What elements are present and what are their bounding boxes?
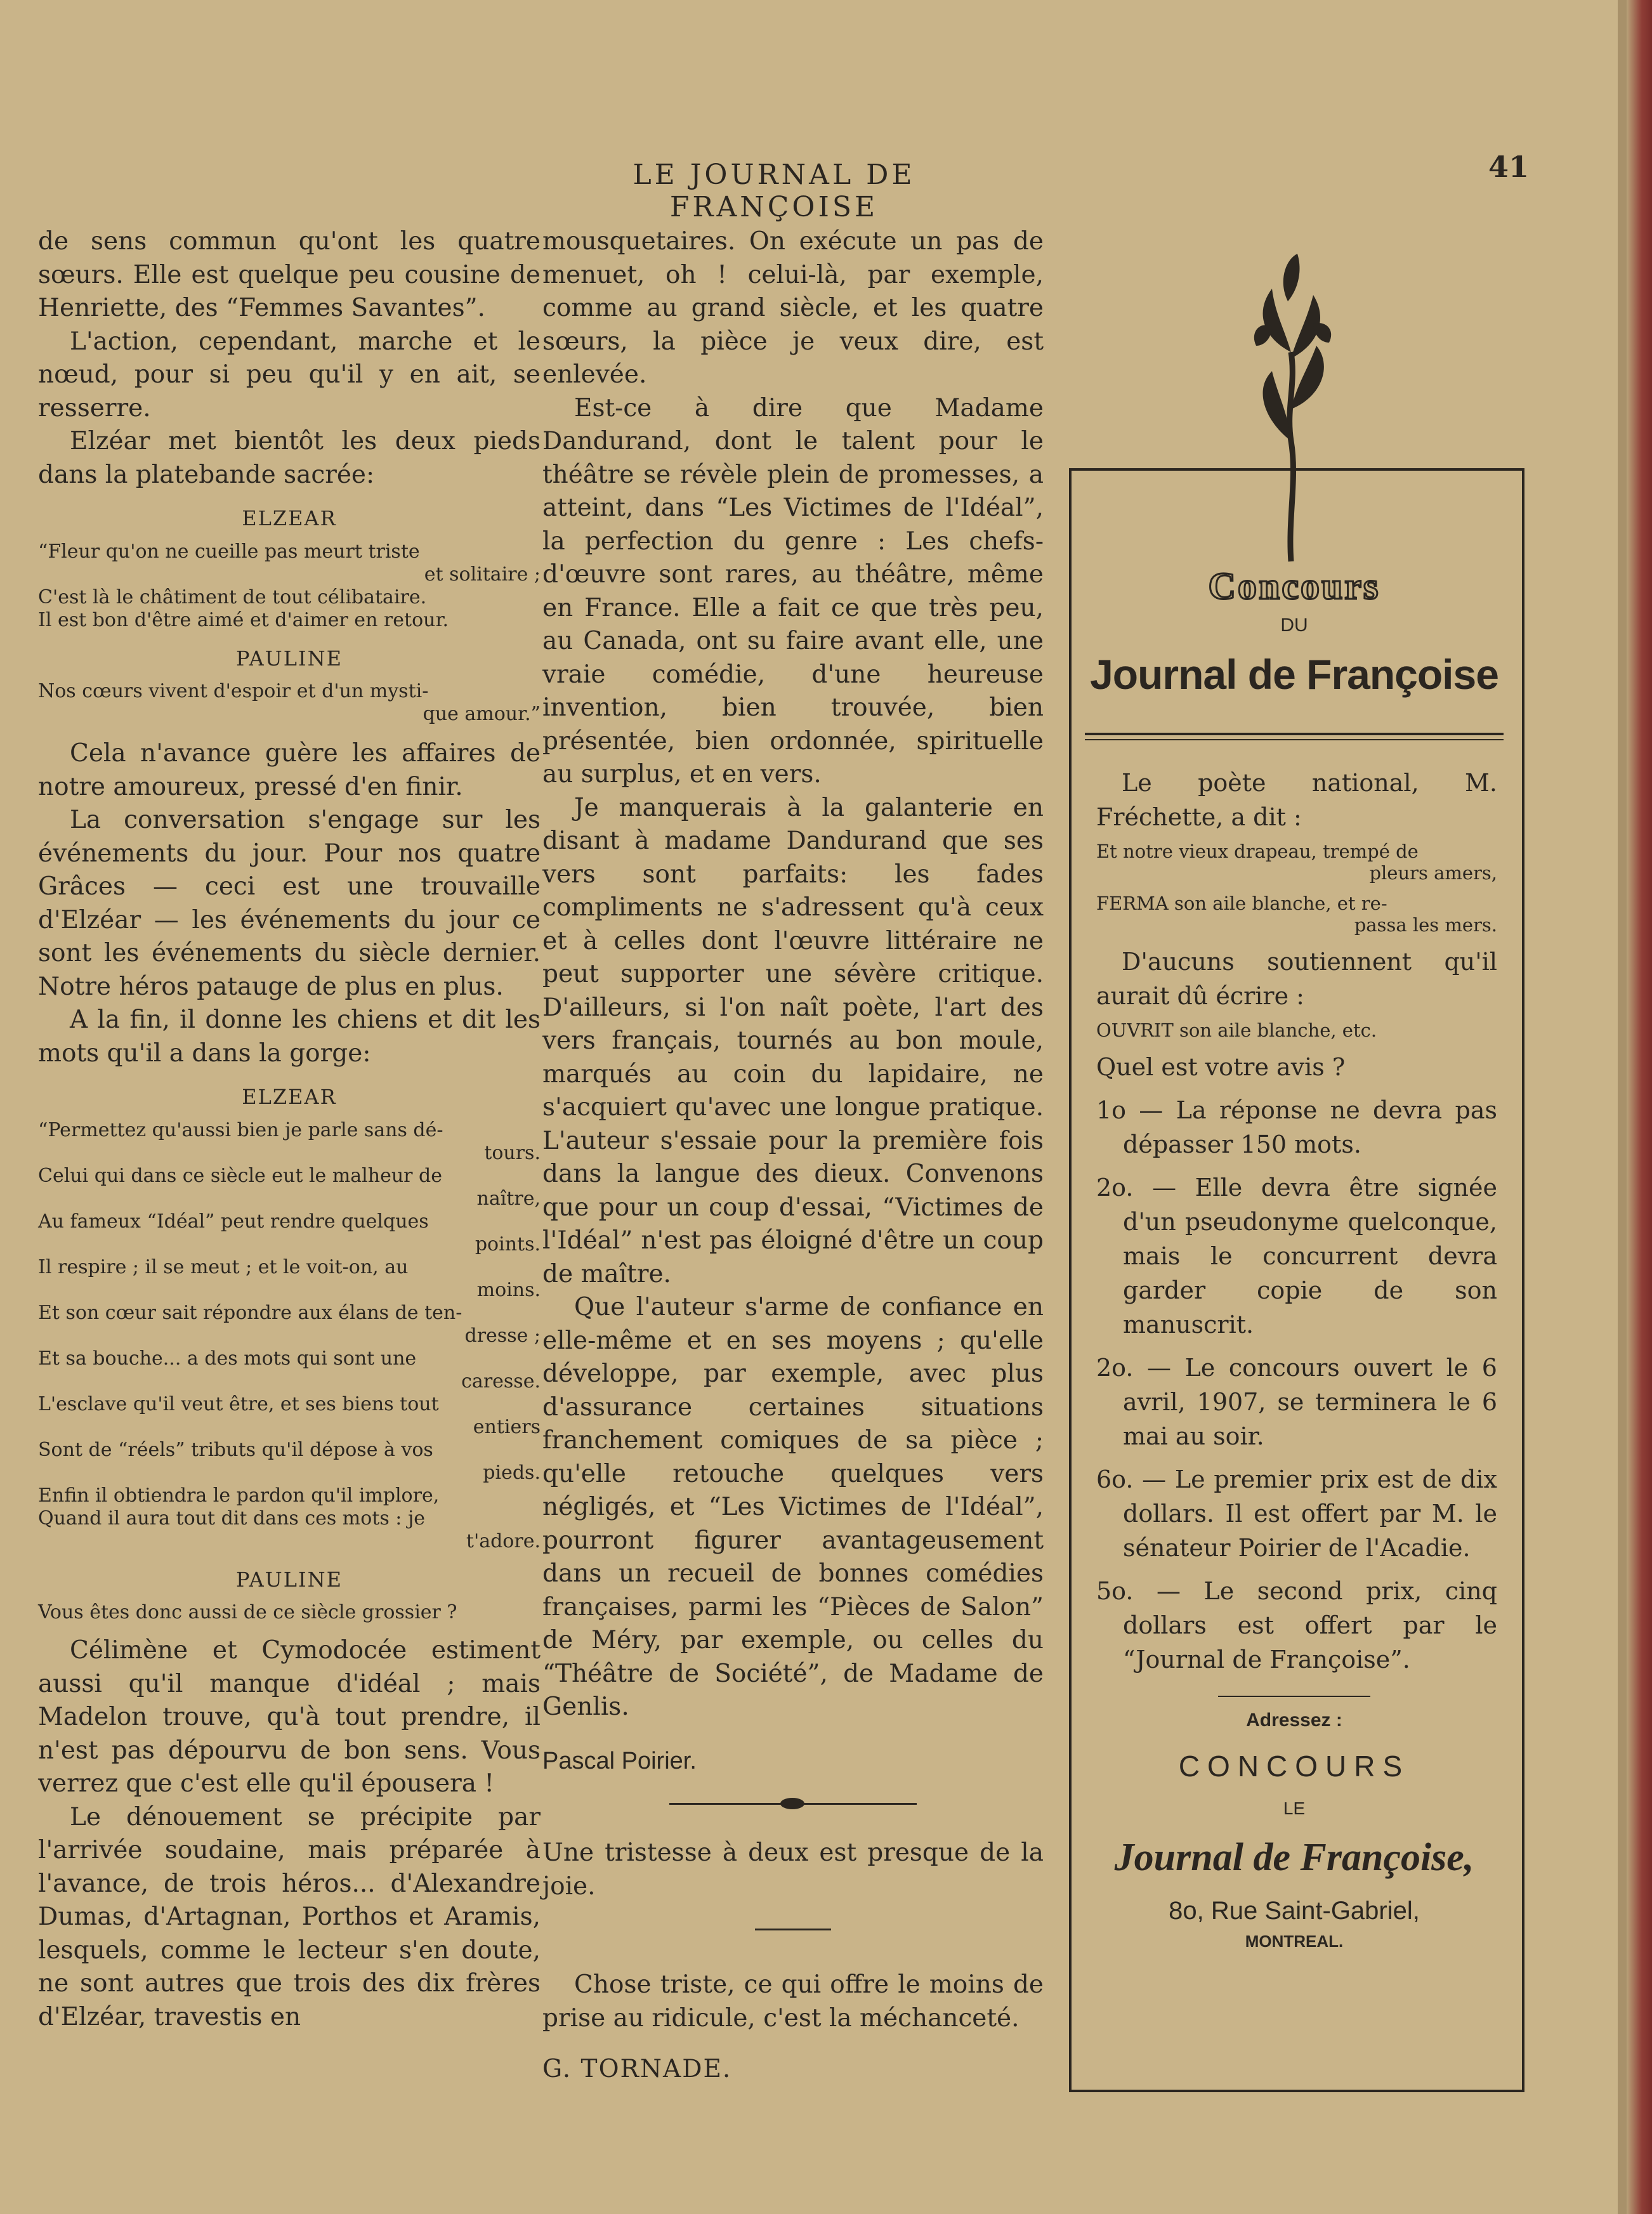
address-concours: CONCOURS: [1178, 1750, 1410, 1783]
paragraph: Le dénouement se précipite par l'arrivée soudaine, mais préparée à l'avance, de trois héros... d'Alexandre Dumas, d'Artagnan, Porthos et Aramis, lesquels, comme le lecteur s'en doute, ne sont autres que trois des dix frères d'Elzéar, travestis en: [38, 1802, 541, 2031]
contest-du: DU: [1280, 615, 1308, 636]
running-head: LE JOURNAL DE FRANÇOISE: [633, 159, 915, 223]
street-address: 8o, Rue Saint-Gabriel,: [1169, 1897, 1420, 1925]
paragraph: Que l'auteur s'arme de confiance en elle-même et en ses moyens ; qu'elle développe, par exemple, avec plus d'assurance certaines situations franchement comiques de sa pièce ; qu'elle retouche quelques vers négligés, et “Les Victimes de l'Idéal”, pourront figurer avantageusement dans un recueil de bonnes comédies françaises, parmi les “Pièces de Salon” de Méry, par exemple, ou celles du “Théâtre de Société”, de Madame de Genlis.: [542, 1293, 1044, 1721]
signature: G. TORNADE.: [542, 2055, 732, 2083]
contest-rule: 2o. — Elle devra être signée d'un pseudonyme quelconque, mais le concurrent devra garder copie de son manuscrit.: [1096, 1174, 1497, 1339]
divider-rule: [1218, 1696, 1370, 1697]
contest-rule: 6o. — Le premier prix est de dix dollars. Il est offert par M. le sénateur Poirier de l'Acadie.: [1096, 1465, 1497, 1562]
ornamental-divider: [669, 1803, 917, 1805]
flower-ornament-icon: [1228, 251, 1354, 568]
contest-intro: Le poète national, M. Fréchette, a dit :: [1096, 769, 1497, 831]
paragraph: Célimène et Cymodocée estiment aussi qu'il manque d'idéal ; mais Madelon trouve, qu'à tout prendre, il n'est pas dépourvu de bon sens. Vous verrez que c'est elle qu'il épousera !: [38, 1636, 541, 1798]
contest-advertisement: [1078, 565, 1510, 1951]
verse-line: L'esclave qu'il veut être, et ses biens tout entiers: [38, 1392, 541, 1438]
verse-line: Et son cœur sait répondre aux élans de ten- dresse ;: [38, 1301, 541, 1347]
contest-alt: D'aucuns soutiennent qu'il aurait dû écrire :: [1096, 948, 1497, 1010]
address-label: Adressez :: [1246, 1710, 1342, 1731]
speaker-name: ELZEAR: [242, 1085, 337, 1109]
verse-line: Nos cœurs vivent d'espoir et d'un mysti- que amour.”: [38, 680, 541, 725]
contest-journal-name: Journal de Françoise: [1090, 651, 1498, 698]
maxim: Chose triste, ce qui offre le moins de prise au ridicule, c'est la méchanceté.: [542, 1970, 1044, 2033]
page-number: 41: [1488, 150, 1530, 184]
city: MONTREAL.: [1245, 1932, 1344, 1951]
verse-line: Quand il aura tout dit dans ces mots : je t'adore.: [38, 1507, 541, 1552]
verse-line: “Permettez qu'aussi bien je parle sans dé- tours.: [38, 1118, 541, 1164]
paragraph: A la fin, il donne les chiens et dit les mots qu'il a dans la gorge:: [38, 1005, 541, 1068]
book-binding: [1627, 0, 1652, 2214]
verse-line: Celui qui dans ce siècle eut le malheur de naître,: [38, 1164, 541, 1210]
column-left: [38, 225, 541, 2034]
paragraph: Est-ce à dire que Madame Dandurand, dont le talent pour le théâtre se révèle plein de promesses, a atteint, dans “Les Victimes de l'Idéal”, la perfection du genre : Les chefs-d'œuvre sont rares, au théâtre, même en France. Elle a fait ce que très peu, au Canada, ont su faire avant elle, une vraie comédie, d'une heureuse invention, bien trouvée, bien présentée, bien ordonnée, spirituelle au surplus, et en vers.: [542, 393, 1044, 789]
speaker-name: PAULINE: [236, 646, 343, 671]
address-le: LE: [1283, 1798, 1306, 1818]
double-rule: [1085, 733, 1504, 740]
contest-rule: 1o — La réponse ne devra pas dépasser 150 mots.: [1096, 1096, 1497, 1158]
paragraph: L'action, cependant, marche et le nœud, pour si peu qu'il y en ait, se resserre.: [38, 327, 541, 422]
verse-line: Au fameux “Idéal” peut rendre quelques points.: [38, 1210, 541, 1255]
verse-line: “Fleur qu'on ne cueille pas meurt triste et solitaire ;: [38, 540, 541, 586]
speaker-name: PAULINE: [236, 1567, 343, 1592]
paragraph: Elzéar met bientôt les deux pieds dans la platebande sacrée:: [38, 427, 541, 489]
quoted-verse: FERMA son aile blanche, et re- passa les mers.: [1096, 893, 1497, 936]
contest-title: Concours: [1208, 565, 1380, 607]
divider-rule: [755, 1929, 831, 1930]
page-edge: [1618, 0, 1627, 2214]
maxim: Une tristesse à deux est presque de la joie.: [542, 1838, 1044, 1901]
quoted-verse: OUVRIT son aile blanche, etc.: [1096, 1019, 1377, 1041]
paragraph: La conversation s'engage sur les événements du jour. Pour nos quatre Grâces — ceci est une trouvaille d'Elzéar — les événements du jour ce sont les événements du siècle dernier. Notre héros patauge de plus en plus.: [38, 806, 541, 1001]
verse-line: Il respire ; il se meut ; et le voit-on, au moins.: [38, 1255, 541, 1301]
paragraph: mousquetaires. On exécute un pas de menuet, oh ! celui-là, par exemple, comme au grand siècle, et les quatre sœurs, la pièce je veux dire, est enlevée.: [542, 227, 1044, 389]
verse-line: C'est là le châtiment de tout célibataire.: [38, 586, 427, 608]
quoted-verse: Et notre vieux drapeau, trempé de pleurs amers,: [1096, 841, 1497, 884]
contest-rule: 2o. — Le concours ouvert le 6 avril, 1907, se terminera le 6 mai au soir.: [1096, 1354, 1497, 1450]
address-journal-name: Journal de Françoise,: [1114, 1836, 1474, 1879]
verse-line: Et sa bouche... a des mots qui sont une caresse.: [38, 1347, 541, 1392]
paragraph: Je manquerais à la galanterie en disant à madame Dandurand que ses vers sont parfaits: les fades compliments ne s'adressent qu'à ceux et à celles dont l'œuvre littéraire ne peut supporter une sévère critique. D'ailleurs, si l'on naît poète, l'art des vers français, tournés au bon moule, marqués au coin du lapidaire, ne s'acquiert qu'avec une longue pratique. L'auteur s'essaie pour la première fois dans la langue des dieux. Convenons que pour un coup d'essai, “Victimes de l'Idéal” n'est pas éloigné d'être un coup de maître.: [542, 793, 1044, 1288]
signature: Pascal Poirier.: [542, 1747, 697, 1774]
contest-rule: 5o. — Le second prix, cinq dollars est offert par le “Journal de Françoise”.: [1096, 1577, 1497, 1674]
verse-line: Vous êtes donc aussi de ce siècle grossier ?: [38, 1601, 457, 1623]
paragraph: de sens commun qu'ont les quatre sœurs. Elle est quelque peu cousine de Henriette, des “Femmes Savantes”.: [38, 227, 541, 322]
paragraph: Cela n'avance guère les affaires de notre amoureux, pressé d'en finir.: [38, 739, 541, 801]
verse-line: Enfin il obtiendra le pardon qu'il implore,: [38, 1484, 440, 1507]
speaker-name: ELZEAR: [242, 506, 337, 530]
contest-body: [1078, 766, 1510, 1677]
contest-question: Quel est votre avis ?: [1096, 1053, 1346, 1081]
column-middle: [542, 225, 1044, 2086]
verse-line: Sont de “réels” tributs qu'il dépose à vos pieds.: [38, 1438, 541, 1484]
verse-line: Il est bon d'être aimé et d'aimer en retour.: [38, 608, 449, 631]
